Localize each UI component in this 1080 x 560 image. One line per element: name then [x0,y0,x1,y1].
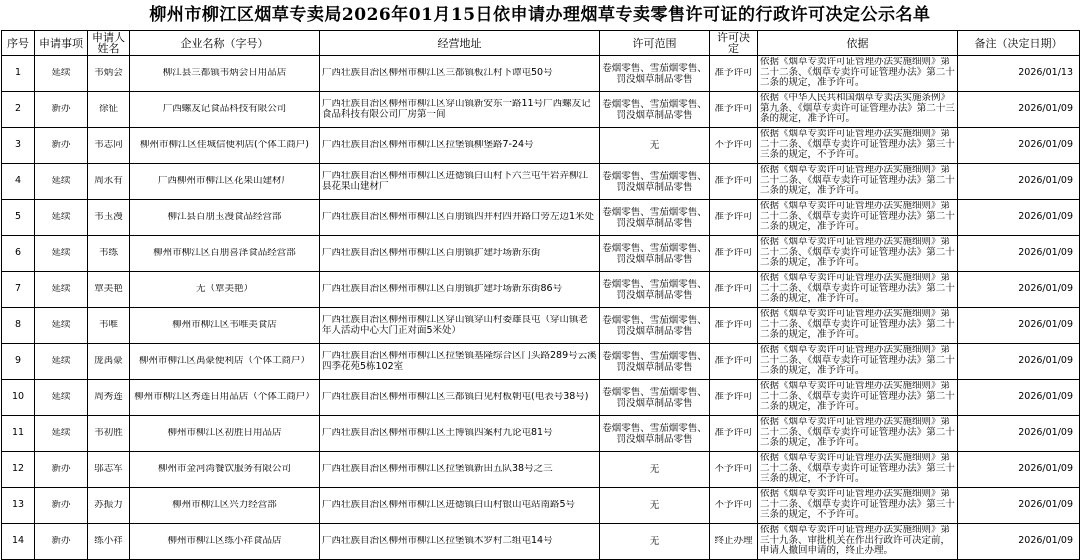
cell-type [35,452,88,488]
cell-decision [710,200,758,236]
cell-address-text: 广西壮族自治区柳州市柳江区进德镇白山村银山屯站南路5号 [322,500,576,511]
cell-address [320,164,600,200]
cell-address [320,272,600,308]
cell-type [35,272,88,308]
cell-address-text: 广西壮族自治区柳州市柳江区穿山镇新安东一路11号广西螺友记食品科技有限公司厂房第一间 [322,99,591,120]
header-seq: 序号 [2,31,35,56]
cell-seq [2,272,35,308]
cell-basis-text: 依据《烟草专卖许可证管理办法实施细则》第二十二条、《烟草专卖许可证管理办法》第二十二条的规定，准予许可。 [760,381,955,412]
cell-company-text: 无（覃美艳） [195,284,253,295]
cell-applicant-text: 周永有 [94,176,123,187]
cell-scope-text: 卷烟零售、雪茄烟零售、罚没烟草制品零售 [602,242,707,265]
cell-scope-text: 卷烟零售、雪茄烟零售、罚没烟草制品零售 [602,386,707,409]
cell-basis [758,488,958,524]
cell-decision-text: 不予许可 [714,140,753,151]
cell-decision-text: 准予许可 [714,176,753,187]
cell-address [320,308,600,344]
cell-company [130,164,320,200]
cell-decision [710,308,758,344]
cell-decision-text: 准予许可 [714,320,753,331]
cell-applicant [88,488,130,524]
cell-remark [958,272,1080,308]
cell-seq [2,416,35,452]
table-row [2,380,1080,416]
cell-address-text: 广西壮族自治区柳州市柳江区拉堡镇基隆综合区门头路289号云溪四季花苑5栋102室 [322,351,597,372]
cell-decision-text: 准予许可 [714,68,753,79]
cell-decision-text: 不予许可 [714,464,753,475]
cell-seq [2,524,35,560]
cell-seq [2,344,35,380]
cell-applicant-text: 徐征 [98,104,118,115]
cell-type-text: 延续 [51,212,71,223]
cell-company [130,308,320,344]
cell-basis-text: 依据《烟草专卖许可证管理办法实施细则》第二十二条、《烟草专卖许可证管理办法》第三十三条的规定，不予许可。 [760,453,955,484]
cell-type [35,380,88,416]
cell-address-text: 广西壮族自治区柳州市柳江区三都镇白见村板朝屯(电表号38号) [322,392,589,403]
table-row [2,416,1080,452]
cell-scope [600,164,710,200]
cell-remark-text: 2026/01/09 [1018,284,1073,295]
cell-applicant [88,452,130,488]
cell-scope-text: 卷烟零售、雪茄烟零售、罚没烟草制品零售 [602,170,707,193]
cell-seq-text: 14 [11,536,25,547]
cell-remark-text: 2026/01/09 [1018,176,1073,187]
cell-seq-text: 4 [14,176,22,187]
cell-basis [758,308,958,344]
cell-applicant-text: 周秀莲 [94,392,123,403]
cell-company-text: 柳州市柳江区百朋喜泽食品经营部 [153,248,296,259]
cell-remark [958,344,1080,380]
cell-seq-text: 8 [14,320,22,331]
cell-applicant [88,56,130,92]
cell-type-text: 延续 [51,248,71,259]
cell-company-text: 柳州市柳江区佳城信便利店(个体工商户) [140,140,309,151]
cell-seq-text: 7 [14,284,22,295]
cell-remark [958,56,1080,92]
header-applicant: 申请人姓名 [88,31,130,56]
table-row [2,92,1080,128]
cell-remark-text: 2026/01/09 [1018,500,1073,511]
table-row [2,344,1080,380]
cell-company [130,380,320,416]
cell-applicant [88,200,130,236]
cell-applicant [88,416,130,452]
table-row [2,488,1080,524]
cell-scope [600,92,710,128]
cell-decision-text: 终止办理 [714,536,753,547]
cell-basis [758,56,958,92]
cell-remark [958,380,1080,416]
table-row [2,128,1080,164]
cell-type [35,56,88,92]
cell-company [130,524,320,560]
cell-scope [600,128,710,164]
cell-company-text: 柳州市金河湾餐饮服务有限公司 [157,464,291,475]
cell-applicant-text: 韦志同 [94,140,123,151]
cell-applicant-text: 苏振力 [94,500,123,511]
cell-company [130,56,320,92]
cell-address [320,488,600,524]
cell-decision [710,488,758,524]
cell-type [35,488,88,524]
cell-applicant [88,92,130,128]
license-decision-table [1,30,1080,560]
cell-basis-text: 依据《烟草专卖许可证管理办法实施细则》第二十二条、《烟草专卖许可证管理办法》第二十二条的规定，准予许可。 [760,273,955,304]
cell-basis-text: 依据《烟草专卖许可证管理办法实施细则》第三十九条、审批机关在作出行政许可决定前，申请人撤回申请的，终止办理。 [760,525,951,556]
cell-decision [710,164,758,200]
cell-remark [958,488,1080,524]
cell-decision-text: 准予许可 [714,356,753,367]
cell-address-text: 广西壮族自治区柳州市柳江区百朋镇四井村四井路口旁左边1米处 [322,212,595,223]
cell-scope [600,308,710,344]
cell-basis [758,92,958,128]
cell-scope [600,488,710,524]
cell-basis [758,128,958,164]
cell-basis-text: 依据《烟草专卖许可证管理办法实施细则》第二十二条、《烟草专卖许可证管理办法》第二十二条的规定，准予许可。 [760,237,955,268]
cell-remark-text: 2026/01/09 [1018,104,1073,115]
cell-basis-text: 依据《烟草专卖许可证管理办法实施细则》第二十二条、《烟草专卖许可证管理办法》第三十三条的规定，不予许可。 [760,489,955,520]
cell-remark-text: 2026/01/09 [1018,428,1073,439]
cell-seq-text: 9 [14,356,22,367]
cell-type [35,524,88,560]
cell-remark [958,524,1080,560]
cell-company [130,416,320,452]
cell-applicant [88,308,130,344]
table-header [2,31,1080,56]
header-remark: 备注（决定日期） [958,31,1080,56]
cell-applicant [88,380,130,416]
cell-remark-text: 2026/01/13 [1018,68,1073,79]
cell-applicant-text: 练小祥 [94,536,123,547]
table-row [2,452,1080,488]
cell-basis [758,164,958,200]
cell-seq-text: 13 [11,500,25,511]
cell-type-text: 延续 [51,392,71,403]
cell-scope [600,56,710,92]
cell-address [320,524,600,560]
cell-scope-text: 卷烟零售、雪茄烟零售、罚没烟草制品零售 [602,98,707,121]
cell-basis-text: 依据《中华人民共和国烟草专卖法实施条例》第九条、《烟草专卖许可证管理办法》第二十三条的规定，准予许可。 [760,93,955,124]
cell-seq [2,128,35,164]
header-decision: 许可决定 [710,31,758,56]
cell-seq-text: 5 [14,212,22,223]
cell-company [130,344,320,380]
cell-basis-text: 依据《烟草专卖许可证管理办法实施细则》第二十二条、《烟草专卖许可证管理办法》第二十二条的规定，准予许可。 [760,57,955,88]
cell-company-text: 柳州市柳江区兴力经营部 [172,500,277,511]
cell-address-text: 广西壮族自治区柳州市柳江区拉堡镇柳堡路7-24号 [322,140,534,151]
cell-basis [758,236,958,272]
table-row [2,524,1080,560]
cell-type [35,308,88,344]
cell-seq [2,488,35,524]
cell-decision [710,380,758,416]
header-row [2,31,1080,56]
cell-basis-text: 依据《烟草专卖许可证管理办法实施细则》第二十二条、《烟草专卖许可证管理办法》第二十二条的规定，准予许可。 [760,417,955,448]
cell-decision-text: 准予许可 [714,428,753,439]
cell-scope [600,380,710,416]
cell-type [35,236,88,272]
cell-type-text: 新办 [51,464,71,475]
cell-type-text: 延续 [51,428,71,439]
cell-decision-text: 准予许可 [714,212,753,223]
cell-company [130,92,320,128]
cell-scope [600,272,710,308]
cell-basis-text: 依据《烟草专卖许可证管理办法实施细则》第二十二条、《烟草专卖许可证管理办法》第三十三条的规定，不予许可。 [760,129,955,160]
cell-type [35,92,88,128]
cell-company [130,128,320,164]
cell-company-text: 柳州市柳江区秀莲日用品店（个体工商户） [134,392,315,403]
cell-basis [758,344,958,380]
cell-remark [958,200,1080,236]
cell-company [130,272,320,308]
cell-address-text: 广西壮族自治区柳州市柳江区穿山镇穿山村委雄良屯（穿山镇老年人活动中心大门正对面5米处） [322,315,589,336]
cell-address [320,380,600,416]
cell-remark-text: 2026/01/09 [1018,536,1073,547]
cell-seq-text: 3 [14,140,22,151]
cell-scope-text: 无 [649,464,660,475]
cell-remark-text: 2026/01/09 [1018,356,1073,367]
cell-type-text: 新办 [51,104,71,115]
cell-basis-text: 依据《烟草专卖许可证管理办法实施细则》第二十二条、《烟草专卖许可证管理办法》第二十二条的规定，准予许可。 [760,309,955,340]
cell-address-text: 广西壮族自治区柳州市柳江区土博镇四案村九论屯81号 [322,428,553,439]
cell-remark [958,164,1080,200]
cell-remark [958,128,1080,164]
cell-decision-text: 准予许可 [714,248,753,259]
cell-company-text: 广西柳州市柳江区花果山建材厂 [157,176,291,187]
cell-applicant-text: 庞禹豪 [94,356,123,367]
header-scope: 许可范围 [600,31,710,56]
cell-remark-text: 2026/01/09 [1018,212,1073,223]
cell-address-text: 广西壮族自治区柳州市柳江区百朋镇扩建圩场新东街 [322,248,541,259]
cell-address-text: 广西壮族自治区柳州市柳江区拉堡镇木罗村二组屯14号 [322,536,553,547]
cell-type-text: 延续 [51,284,71,295]
cell-decision [710,344,758,380]
cell-scope-text: 卷烟零售、雪茄烟零售、罚没烟草制品零售 [602,278,707,301]
cell-type-text: 延续 [51,356,71,367]
cell-applicant-text: 韦练 [98,248,118,259]
cell-basis-text: 依据《烟草专卖许可证管理办法实施细则》第二十二条、《烟草专卖许可证管理办法》第二十二条的规定，准予许可。 [760,165,955,196]
cell-remark [958,308,1080,344]
cell-decision-text: 不予许可 [714,500,753,511]
cell-scope [600,452,710,488]
table-row [2,236,1080,272]
cell-seq [2,56,35,92]
cell-address-text: 广西壮族自治区柳州市柳江区拉堡镇新田五队38号之三 [322,464,553,475]
cell-applicant-text: 覃美艳 [94,284,123,295]
header-company: 企业名称（字号） [130,31,320,56]
cell-address [320,92,600,128]
cell-seq [2,200,35,236]
cell-address-text: 广西壮族自治区柳州市柳江区百朋镇扩建圩场新东街86号 [322,284,563,295]
cell-scope [600,416,710,452]
cell-address [320,416,600,452]
table-body [2,56,1080,560]
cell-applicant-text: 韦初胜 [94,428,123,439]
cell-decision [710,452,758,488]
cell-remark-text: 2026/01/09 [1018,140,1073,151]
cell-basis [758,452,958,488]
cell-basis-text: 依据《烟草专卖许可证管理办法实施细则》第二十二条、《烟草专卖许可证管理办法》第二十二条的规定，准予许可。 [760,201,955,232]
cell-decision [710,524,758,560]
header-type: 申请事项 [35,31,88,56]
cell-scope-text: 无 [649,140,660,151]
cell-company-text: 柳州市柳江区韦唯美食店 [172,320,277,331]
document-title: 柳州市柳江区烟草专卖局2026年01月15日依申请办理烟草专卖零售许可证的行政许可决定公示名单 [149,5,931,25]
header-address: 经营地址 [320,31,600,56]
cell-seq [2,452,35,488]
cell-type-text: 新办 [51,140,71,151]
cell-address [320,236,600,272]
table-row [2,200,1080,236]
cell-scope-text: 卷烟零售、雪茄烟零售、罚没烟草制品零售 [602,350,707,373]
cell-applicant [88,524,130,560]
cell-type [35,416,88,452]
cell-company-text: 柳江县三都镇韦炳会日用品店 [162,68,287,79]
cell-address [320,56,600,92]
cell-scope-text: 卷烟零售、雪茄烟零售、罚没烟草制品零售 [602,62,707,85]
cell-decision [710,56,758,92]
cell-company-text: 柳州市柳江区练小祥食品店 [167,536,282,547]
cell-decision [710,92,758,128]
cell-scope-text: 无 [649,536,660,547]
cell-seq-text: 2 [14,104,22,115]
cell-decision [710,416,758,452]
header-basis: 依据 [758,31,958,56]
cell-type [35,344,88,380]
cell-scope-text: 卷烟零售、雪茄烟零售、罚没烟草制品零售 [602,206,707,229]
cell-company [130,452,320,488]
cell-decision-text: 准予许可 [714,104,753,115]
cell-applicant [88,272,130,308]
cell-address [320,200,600,236]
cell-company-text: 柳州市柳江区初胜日用品店 [167,428,282,439]
table-row [2,272,1080,308]
cell-remark [958,452,1080,488]
cell-applicant-text: 邬志军 [94,464,123,475]
cell-remark [958,92,1080,128]
cell-applicant-text: 韦玉漫 [94,212,123,223]
cell-type-text: 延续 [51,68,71,79]
cell-scope-text: 卷烟零售、雪茄烟零售、罚没烟草制品零售 [602,422,707,445]
cell-type-text: 新办 [51,536,71,547]
cell-decision-text: 准予许可 [714,392,753,403]
cell-address-text: 广西壮族自治区柳州市柳江区三都镇板江村下谭屯50号 [322,68,553,79]
cell-applicant-text: 韦唯 [98,320,118,331]
cell-scope-text: 无 [649,500,660,511]
cell-seq-text: 12 [11,464,25,475]
cell-seq-text: 10 [11,392,25,403]
cell-type-text: 延续 [51,320,71,331]
cell-type [35,128,88,164]
cell-remark [958,236,1080,272]
cell-remark-text: 2026/01/09 [1018,248,1073,259]
cell-company-text: 广西螺友记食品科技有限公司 [162,104,287,115]
cell-basis [758,524,958,560]
cell-decision [710,236,758,272]
cell-type-text: 延续 [51,176,71,187]
cell-scope [600,524,710,560]
cell-type [35,164,88,200]
table-row [2,56,1080,92]
cell-address-text: 广西壮族自治区柳州市柳江区进德镇白山村下六兰屯牛岩弄柳江县花果山建材厂 [322,171,589,192]
cell-seq-text: 1 [14,68,22,79]
cell-basis [758,416,958,452]
cell-applicant [88,128,130,164]
cell-address [320,452,600,488]
cell-seq [2,92,35,128]
cell-company [130,236,320,272]
cell-scope-text: 卷烟零售、雪茄烟零售、罚没烟草制品零售 [602,314,707,337]
cell-remark-text: 2026/01/09 [1018,320,1073,331]
table-row [2,164,1080,200]
cell-basis [758,200,958,236]
cell-address [320,128,600,164]
cell-seq [2,380,35,416]
cell-applicant [88,344,130,380]
cell-type [35,200,88,236]
cell-remark-text: 2026/01/09 [1018,464,1073,475]
cell-seq [2,236,35,272]
cell-type-text: 新办 [51,500,71,511]
cell-decision [710,128,758,164]
cell-seq-text: 11 [11,428,25,439]
cell-address [320,344,600,380]
cell-company [130,488,320,524]
cell-applicant-text: 韦炳会 [94,68,123,79]
cell-company [130,200,320,236]
cell-seq [2,308,35,344]
cell-applicant [88,236,130,272]
cell-basis [758,272,958,308]
cell-remark [958,416,1080,452]
cell-basis-text: 依据《烟草专卖许可证管理办法实施细则》第二十二条、《烟草专卖许可证管理办法》第二十二条的规定，准予许可。 [760,345,955,376]
table-row [2,308,1080,344]
cell-remark-text: 2026/01/09 [1018,392,1073,403]
cell-seq [2,164,35,200]
cell-decision [710,272,758,308]
cell-scope [600,344,710,380]
cell-scope [600,236,710,272]
cell-company-text: 柳州市柳江区禹豪便利店（个体工商户） [138,356,310,367]
cell-decision-text: 准予许可 [714,284,753,295]
cell-company-text: 柳江县百朋玉漫食品经营部 [167,212,282,223]
cell-seq-text: 6 [14,248,22,259]
cell-applicant [88,164,130,200]
cell-basis [758,380,958,416]
cell-scope [600,200,710,236]
